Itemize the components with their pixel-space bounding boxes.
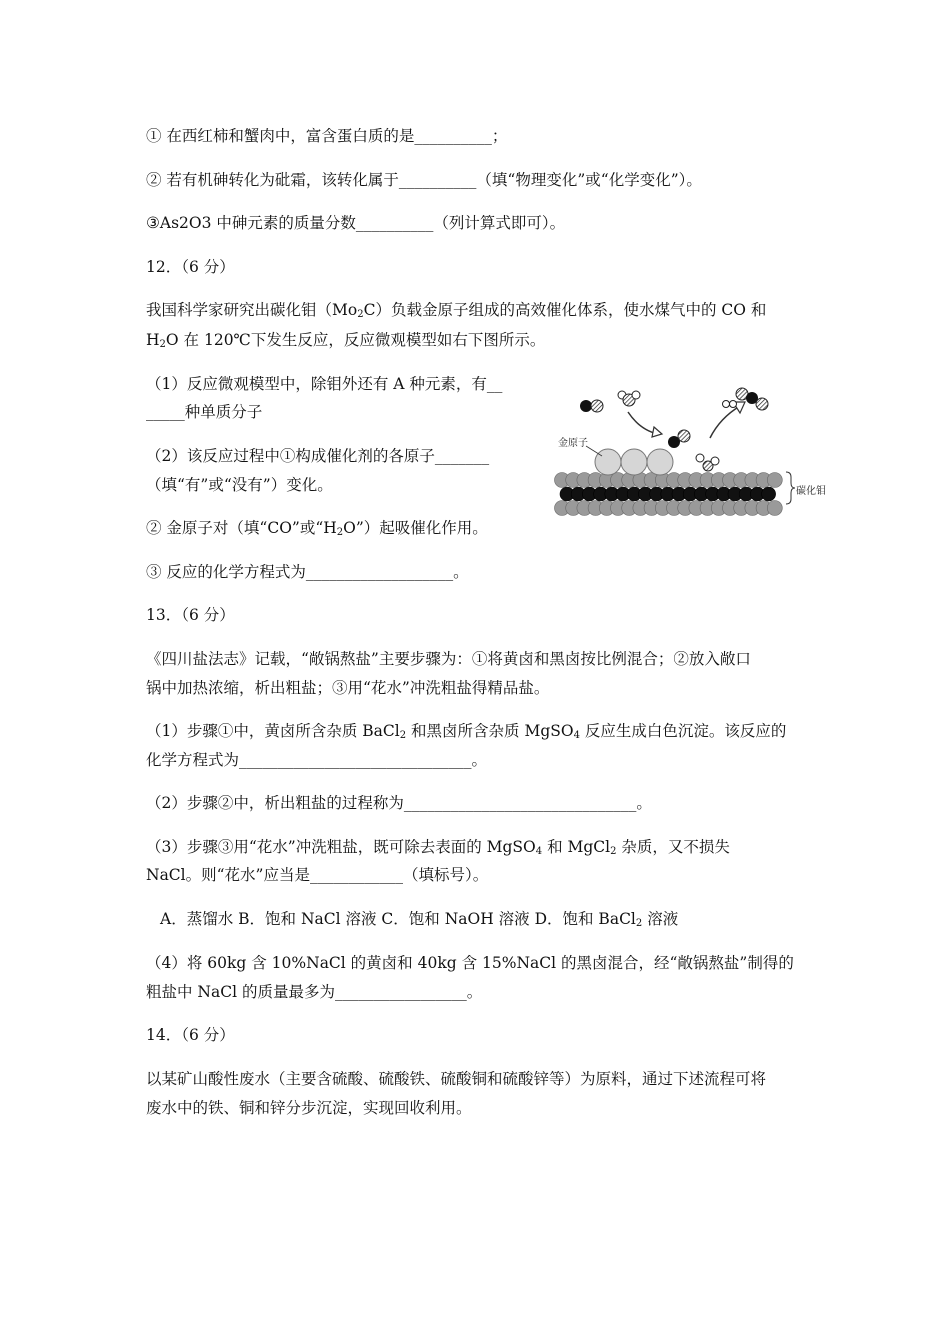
q13-options: A．蒸馏水 B．饱和 NaCl 溶液 C．饱和 NaOH 溶液 D．饱和 BaCl$_2$ 溶液: [160, 910, 679, 929]
q11-line-3: ③As2O3 中砷元素的质量分数__________（列计算式即可）。: [146, 214, 566, 232]
carbide-brace: [786, 472, 795, 504]
q11-line-1: ① 在西红柿和蟹肉中，富含蛋白质的是__________；: [146, 127, 508, 145]
q13-part1-line-1: （1）步骤①中，黄卤所含杂质 BaCl$_2$ 和黑卤所含杂质 MgSO$_4$ 反应生成白色沉淀。该反应的: [146, 722, 787, 741]
reactant-molecules: [580, 391, 640, 412]
q13-part3-line-1: （3）步骤③用“花水”冲洗粗盐，既可除去表面的 MgSO$_4$ 和 MgCl$_2$ 杂质，又不损失: [146, 838, 730, 857]
carbide-atom: [767, 473, 782, 488]
q12-intro-line-2: $H_2O$ 在 120℃下发生反应，反应微观模型如右下图所示。: [146, 331, 546, 350]
gold-atom-label: 金原子: [558, 438, 588, 449]
q13-part2: （2）步骤②中，析出粗盐的过程称为______________________________。: [146, 794, 652, 812]
q13-intro-line-2: 锅中加热浓缩，析出粗盐；③用“花水”冲洗粗盐得精品盐。: [146, 679, 550, 697]
q12-part2-line-1: （2）该反应过程中①构成催化剂的各原子_______: [146, 447, 490, 465]
gold-atoms: [595, 449, 673, 475]
q12-part1-line-1: （1）反应微观模型中，除钼外还有 A 种元素，有__: [146, 375, 503, 393]
carbide-atom: [767, 501, 782, 516]
carbide-atom: [762, 487, 776, 501]
gold-label-leader: [586, 446, 602, 456]
q13-part4-line-1: （4）将 60kg 含 10%NaCl 的黄卤和 40kg 含 15%NaCl 的黑卤混合，经“敞锅熬盐”制得的: [146, 954, 794, 972]
q12-header: 12．（6 分）: [146, 258, 235, 276]
reaction-model-figure: [550, 376, 840, 526]
carbide-layer: [555, 473, 783, 516]
q14-intro-line-2: 废水中的铁、铜和锌分步沉淀，实现回收利用。: [146, 1099, 472, 1117]
q12-part2b: ② 金原子对（填“CO”或“$H_2O$”）起吸催化作用。: [146, 519, 488, 538]
desorption-arrow: [710, 406, 740, 438]
adsorption-arrowhead: [652, 427, 662, 437]
q12-intro-line-1: 我国科学家研究出碳化钼$(Mo_2C)$负载金原子组成的高效催化体系，使水煤气中的 CO 和: [146, 301, 767, 320]
q11-line-2: ② 若有机砷转化为砒霜，该转化属于__________（填“物理变化”或“化学变化”）。: [146, 171, 702, 189]
carbide-label: 碳化钼: [796, 486, 826, 497]
q13-part4-line-2: 粗盐中 NaCl 的质量最多为_________________。: [146, 983, 483, 1001]
q13-intro-line-1: 《四川盐法志》记载，“敞锅熬盐”主要步骤为：①将黄卤和黑卤按比例混合；②放入敞口: [146, 650, 751, 668]
product-molecules: [723, 388, 769, 410]
q12-part3: ③ 反应的化学方程式为___________________。: [146, 563, 469, 581]
q13-header: 13．（6 分）: [146, 606, 235, 624]
q12-part2-line-2: （填“有”或“没有”）变化。: [146, 476, 333, 494]
q14-header: 14．（6 分）: [146, 1026, 235, 1044]
q13-part1-line-2: 化学方程式为______________________________。: [146, 751, 488, 769]
q12-part1-line-2: _____种单质分子: [146, 403, 263, 421]
q14-intro-line-1: 以某矿山酸性废水（主要含硫酸、硫酸铁、硫酸铜和硫酸锌等）为原料，通过下述流程可将: [146, 1070, 767, 1088]
q13-part3-line-2: NaCl。则“花水”应当是____________（填标号）。: [146, 866, 489, 884]
